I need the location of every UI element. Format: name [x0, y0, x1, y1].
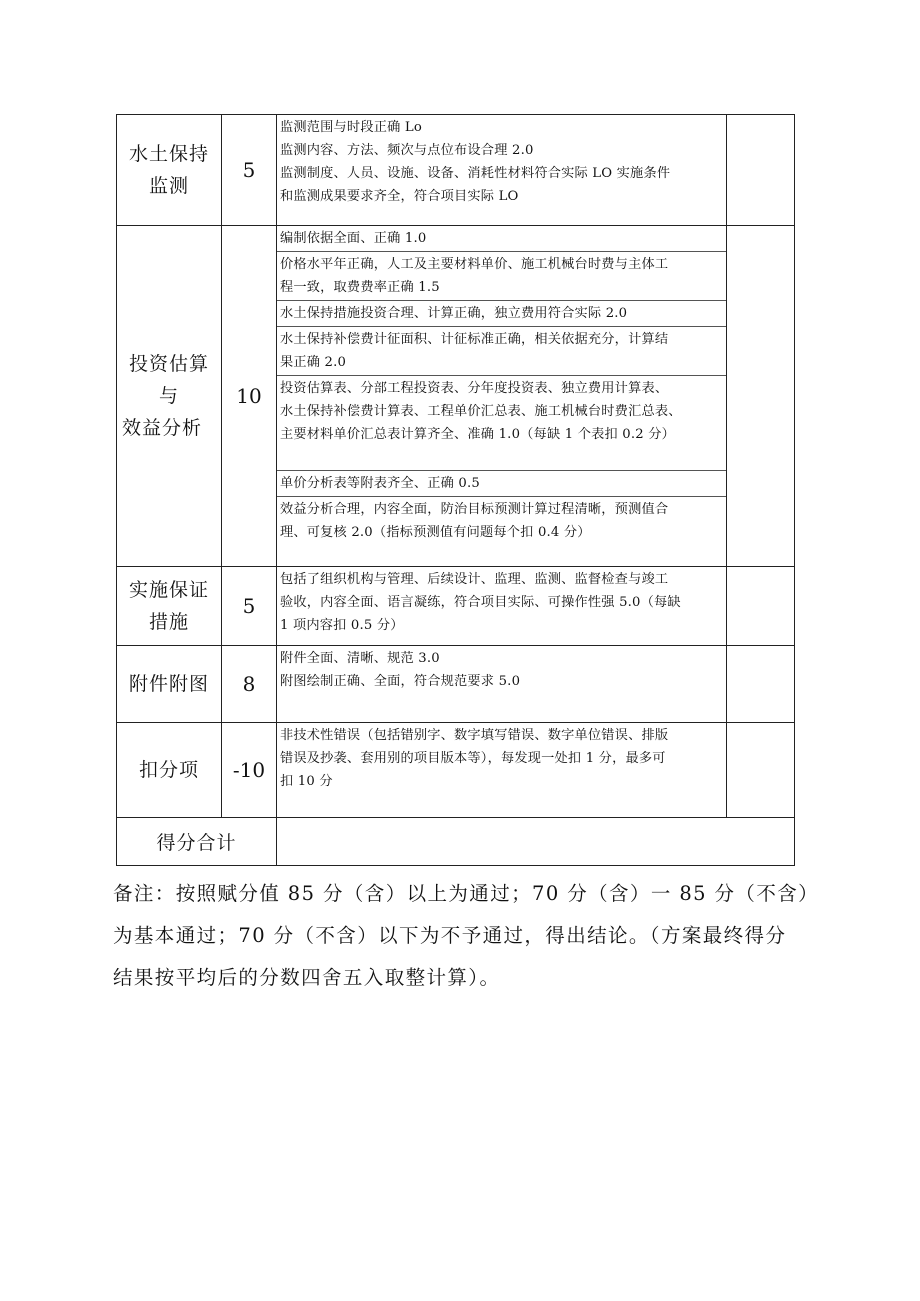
criteria-item	[277, 252, 726, 301]
criteria-text: 包括了组织机构与管理、后续设计、监理、监测、监督检查与竣工	[280, 572, 669, 587]
remarks-line: 备注：按照赋分值 85 分（含）以上为通过；70 分（含）一 85 分（不含）	[113, 882, 820, 905]
table-row	[117, 115, 795, 226]
criteria-text: 编制依据全面、正确 1.0	[280, 231, 427, 246]
criteria-item	[277, 301, 726, 327]
score-cell: 5	[222, 567, 277, 646]
criteria-item	[277, 646, 726, 717]
criteria-text: 效益分析合理，内容全面，防治目标预测计算过程清晰，预测值合	[280, 502, 669, 517]
criteria-item	[277, 723, 726, 794]
criteria-text: 果正确 2.0	[280, 355, 347, 370]
criteria-item	[277, 115, 726, 209]
score-entry-cell	[727, 115, 795, 226]
criteria-text: 水土保持补偿费计征面积、计征标准正确，相关依据充分，计算结	[280, 332, 669, 347]
category-label: 投资估算	[128, 353, 209, 375]
category-label: 措施	[148, 611, 189, 633]
criteria-text: 投资估算表、分部工程投资表、分年度投资表、独立费用计算表、	[280, 381, 669, 396]
score-cell: 10	[222, 226, 277, 567]
category-cell	[117, 226, 222, 567]
category-cell	[117, 723, 222, 818]
remarks-line: 结果按平均后的分数四舍五入取整计算）。	[113, 966, 501, 989]
criteria-text: 价格水平年正确，人工及主要材料单价、施工机械台时费与主体工	[280, 257, 669, 272]
criteria-cell	[277, 567, 727, 646]
criteria-text: 验收，内容全面、语言凝练，符合项目实际、可操作性强 5.0（每缺	[280, 595, 681, 610]
criteria-item	[277, 376, 726, 471]
score-entry-cell	[727, 723, 795, 818]
criteria-text: 附件全面、清晰、规范 3.0	[280, 651, 440, 666]
score-entry-cell	[727, 646, 795, 723]
criteria-text: 非技术性错误（包括错别字、数字填写错误、数字单位错误、排版	[280, 728, 669, 743]
criteria-item	[277, 471, 726, 497]
score-cell: -10	[222, 723, 277, 818]
category-label: 与	[158, 385, 179, 407]
criteria-text: 和监测成果要求齐全，符合项目实际 LO	[280, 189, 519, 204]
criteria-text: 附图绘制正确、全面，符合规范要求 5.0	[280, 674, 521, 689]
criteria-cell	[277, 646, 727, 723]
table-row	[117, 646, 795, 723]
criteria-item	[277, 226, 726, 252]
criteria-text: 水土保持措施投资合理、计算正确，独立费用符合实际 2.0	[280, 306, 628, 321]
table-row	[117, 723, 795, 818]
criteria-cell	[277, 226, 727, 567]
scoring-table	[116, 114, 795, 866]
criteria-text: 主要材料单价汇总表计算齐全、准确 1.0（每缺 1 个表扣 0.2 分）	[280, 427, 675, 442]
criteria-text: 1 项内容扣 0.5 分）	[280, 618, 404, 633]
category-label: 实施保证	[128, 579, 209, 601]
category-cell	[117, 646, 222, 723]
criteria-cell	[277, 723, 727, 818]
criteria-item	[277, 327, 726, 376]
category-label: 效益分析	[121, 417, 202, 439]
criteria-item	[277, 567, 726, 638]
criteria-cell	[277, 115, 727, 226]
category-cell	[117, 115, 222, 226]
criteria-text: 监测范围与时段正确 Lo	[280, 120, 422, 135]
criteria-text: 错误及抄袭、套用别的项目版本等），每发现一处扣 1 分，最多可	[280, 751, 666, 766]
criteria-text: 扣 10 分	[280, 774, 333, 789]
criteria-text: 水土保持补偿费计算表、工程单价汇总表、施工机械台时费汇总表、	[280, 404, 682, 419]
category-label: 水土保持	[128, 143, 209, 165]
criteria-text: 监测制度、人员、设施、设备、消耗性材料符合实际 LO 实施条件	[280, 166, 671, 181]
total-label: 得分合计	[117, 818, 277, 866]
scoring-table-body	[117, 115, 795, 866]
criteria-text	[280, 446, 724, 469]
criteria-text: 单价分析表等附表齐全、正确 0.5	[280, 476, 481, 491]
category-label: 附件附图	[128, 673, 209, 695]
criteria-text: 理、可复核 2.0（指标预测值有问题每个扣 0.4 分）	[280, 525, 591, 540]
category-label: 监测	[148, 175, 189, 197]
total-row	[117, 818, 795, 866]
score-entry-cell	[727, 567, 795, 646]
score-entry-cell	[727, 226, 795, 567]
remarks-line: 为基本通过；70 分（不含）以下为不予通过，得出结论。（方案最终得分	[113, 924, 787, 947]
score-cell: 5	[222, 115, 277, 226]
criteria-text: 监测内容、方法、频次与点位布设合理 2.0	[280, 143, 534, 158]
score-cell: 8	[222, 646, 277, 723]
criteria-text: 程一致，取费费率正确 1.5	[280, 280, 440, 295]
total-value-cell	[277, 818, 795, 866]
remarks-note	[113, 873, 823, 999]
category-label: 扣分项	[138, 759, 199, 781]
table-row	[117, 567, 795, 646]
category-cell	[117, 567, 222, 646]
criteria-text	[280, 693, 724, 716]
criteria-item	[277, 497, 726, 545]
table-row	[117, 226, 795, 567]
